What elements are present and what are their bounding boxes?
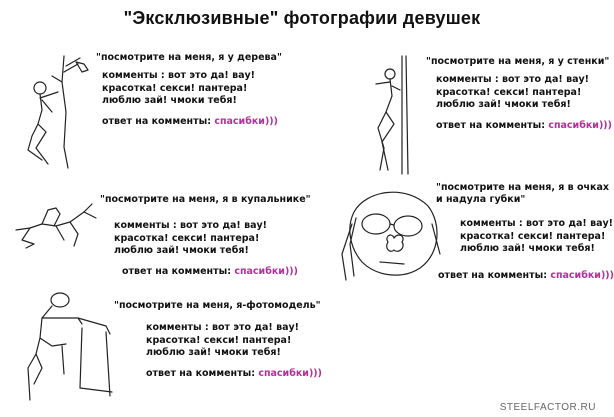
comments-block — [436, 74, 612, 112]
reply-line — [436, 120, 612, 131]
comment-line: люблю зай! чмоки тебя! — [114, 245, 249, 256]
site-watermark: STEELFACTOR.RU — [499, 402, 596, 413]
reply-line — [102, 116, 282, 127]
panel-glasses — [436, 182, 614, 281]
caption: "посмотрите на меня, я в купальнике" — [100, 194, 311, 205]
page-title: "Эксклюзивные" фотографии девушек — [123, 8, 481, 28]
comment-line: комменты : вот это да! вау! — [114, 220, 268, 231]
sketch-girl-in-glasses — [336, 184, 446, 284]
comment-line: комменты : вот это да! вау! — [102, 70, 256, 81]
reply-thanks: спасибки))) — [234, 265, 298, 277]
reply-prefix: ответ на комменты: — [438, 269, 547, 281]
comment-line: люблю зай! чмоки тебя! — [460, 243, 595, 254]
reply-thanks: спасибки))) — [548, 119, 612, 131]
comments-block — [146, 322, 322, 360]
comment-line: комменты : вот это да! вау! — [460, 218, 614, 229]
panel-swimsuit — [100, 194, 311, 277]
caption: "посмотрите на меня, я у дерева" — [96, 52, 282, 63]
panel-tree — [96, 52, 282, 127]
sketch-photomodel — [22, 288, 122, 408]
reply-line — [146, 368, 322, 379]
reply-thanks: спасибки))) — [550, 269, 614, 281]
comment-line: люблю зай! чмоки тебя! — [146, 347, 281, 358]
comment-line: комменты : вот это да! вау! — [436, 74, 590, 85]
comment-line: красотка! секси! пантера! — [460, 230, 606, 242]
reply-line — [438, 270, 614, 281]
sketch-girl-at-wall — [368, 52, 418, 177]
comments-block — [102, 70, 282, 108]
comment-line: люблю зай! чмоки тебя! — [102, 95, 237, 106]
reply-prefix: ответ на комменты: — [102, 115, 211, 127]
panel-photomodel — [114, 300, 322, 379]
comment-line: красотка! секси! пантера! — [114, 232, 260, 244]
comment-line: комменты : вот это да! вау! — [146, 322, 300, 333]
comment-line: красотка! секси! пантера! — [102, 82, 248, 94]
caption: "посмотрите на меня, я-фотомодель" — [114, 300, 321, 311]
comments-block — [114, 220, 311, 258]
comment-line: красотка! секси! пантера! — [436, 86, 582, 98]
reply-prefix: ответ на комменты: — [122, 265, 231, 277]
reply-thanks: спасибки))) — [214, 115, 278, 127]
comment-line: люблю зай! чмоки тебя! — [436, 99, 571, 110]
caption-line-2: и надула губки" — [436, 194, 526, 205]
panel-wall — [426, 56, 612, 131]
caption-line-1: "посмотрите на меня, я в очках — [436, 182, 610, 193]
reply-prefix: ответ на комменты: — [146, 367, 255, 379]
caption: "посмотрите на меня, я у стенки" — [426, 56, 610, 67]
sketch-girl-at-tree — [18, 52, 98, 170]
comments-block — [460, 218, 614, 256]
sketch-girl-in-swimsuit — [12, 200, 102, 250]
reply-line — [122, 266, 311, 277]
reply-prefix: ответ на комменты: — [436, 119, 545, 131]
reply-thanks: спасибки))) — [258, 367, 322, 379]
comment-line: красотка! секси! пантера! — [146, 334, 292, 346]
